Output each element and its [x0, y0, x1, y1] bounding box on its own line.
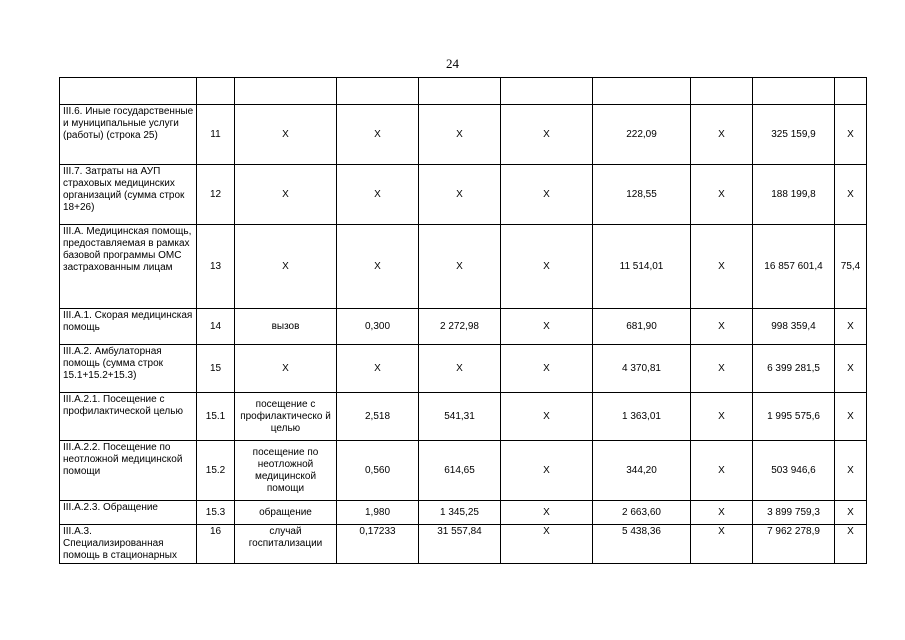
header-cell — [593, 78, 691, 105]
norm-cell: X — [337, 165, 419, 225]
value-cell: 2 663,60 — [593, 501, 691, 525]
cost-cell: 541,31 — [419, 393, 501, 441]
header-cell — [419, 78, 501, 105]
value-cell: 75,4 — [835, 225, 867, 309]
norm-cell: X — [337, 225, 419, 309]
table-row — [60, 309, 867, 345]
table-row — [60, 393, 867, 441]
value-cell: 3 899 759,3 — [753, 501, 835, 525]
line-number-cell: 16 — [197, 525, 235, 564]
cost-cell: X — [419, 345, 501, 393]
value-cell: 1 363,01 — [593, 393, 691, 441]
value-cell: X — [501, 225, 593, 309]
value-cell: X — [691, 309, 753, 345]
value-cell: 128,55 — [593, 165, 691, 225]
line-number-cell: 15.1 — [197, 393, 235, 441]
value-cell: X — [691, 441, 753, 501]
value-cell: X — [835, 165, 867, 225]
cost-cell: X — [419, 225, 501, 309]
norm-cell: 1,980 — [337, 501, 419, 525]
norm-cell: 0,560 — [337, 441, 419, 501]
value-cell: X — [691, 165, 753, 225]
row-name-cell: III.А.2.1. Посещение с профилактической целью — [60, 393, 197, 441]
value-cell: X — [501, 441, 593, 501]
cost-cell: 2 272,98 — [419, 309, 501, 345]
norm-cell: 2,518 — [337, 393, 419, 441]
row-name-cell: III.6. Иные государственные и муниципальные услуги (работы) (строка 25) — [60, 105, 197, 165]
cost-table — [59, 77, 867, 564]
value-cell: 11 514,01 — [593, 225, 691, 309]
header-cell — [501, 78, 593, 105]
value-cell: X — [835, 393, 867, 441]
value-cell: X — [835, 525, 867, 564]
row-name-cell: III.А.2.2. Посещение по неотложной медицинской помощи — [60, 441, 197, 501]
value-cell: X — [501, 165, 593, 225]
cost-cell: 614,65 — [419, 441, 501, 501]
value-cell: 16 857 601,4 — [753, 225, 835, 309]
cost-cell: X — [419, 105, 501, 165]
line-number-cell: 15 — [197, 345, 235, 393]
cost-cell: 1 345,25 — [419, 501, 501, 525]
header-cell — [337, 78, 419, 105]
table-row — [60, 165, 867, 225]
unit-cell: случай госпитализации — [235, 525, 337, 564]
value-cell: 7 962 278,9 — [753, 525, 835, 564]
value-cell: X — [835, 105, 867, 165]
unit-cell: посещение по неотложной медицинской помощи — [235, 441, 337, 501]
value-cell: 503 946,6 — [753, 441, 835, 501]
line-number-cell: 15.2 — [197, 441, 235, 501]
header-cell — [835, 78, 867, 105]
header-cell — [753, 78, 835, 105]
value-cell: X — [501, 309, 593, 345]
value-cell: 344,20 — [593, 441, 691, 501]
line-number-cell: 13 — [197, 225, 235, 309]
value-cell: X — [501, 345, 593, 393]
page-number: 24 — [446, 56, 459, 71]
header-cell — [197, 78, 235, 105]
table-row — [60, 345, 867, 393]
header-cell — [60, 78, 197, 105]
value-cell: 681,90 — [593, 309, 691, 345]
unit-cell: X — [235, 105, 337, 165]
row-name-cell: III.А.2. Амбулаторная помощь (сумма строк 15.1+15.2+15.3) — [60, 345, 197, 393]
value-cell: X — [501, 501, 593, 525]
value-cell: X — [691, 393, 753, 441]
row-name-cell: III.А.2.3. Обращение — [60, 501, 197, 525]
unit-cell: посещение с профилактическо й целью — [235, 393, 337, 441]
table-row — [60, 441, 867, 501]
value-cell: X — [691, 501, 753, 525]
line-number-cell: 11 — [197, 105, 235, 165]
row-name-cell: III.А.3. Специализированная помощь в стационарных — [60, 525, 197, 564]
value-cell: 4 370,81 — [593, 345, 691, 393]
value-cell: X — [835, 441, 867, 501]
value-cell: X — [501, 105, 593, 165]
line-number-cell: 15.3 — [197, 501, 235, 525]
value-cell: X — [835, 345, 867, 393]
cost-cell: X — [419, 165, 501, 225]
value-cell: X — [835, 309, 867, 345]
row-name-cell: III.А.1. Скорая медицинская помощь — [60, 309, 197, 345]
value-cell: 188 199,8 — [753, 165, 835, 225]
value-cell: 222,09 — [593, 105, 691, 165]
row-name-cell: III.А. Медицинская помощь, предоставляемая в рамках базовой программы ОМС застрахованным лицам — [60, 225, 197, 309]
value-cell: 5 438,36 — [593, 525, 691, 564]
unit-cell: X — [235, 345, 337, 393]
value-cell: X — [691, 525, 753, 564]
norm-cell: 0,300 — [337, 309, 419, 345]
table-row — [60, 105, 867, 165]
value-cell: X — [501, 525, 593, 564]
table-row — [60, 525, 867, 564]
norm-cell: 0,17233 — [337, 525, 419, 564]
norm-cell: X — [337, 345, 419, 393]
value-cell: X — [691, 105, 753, 165]
value-cell: 998 359,4 — [753, 309, 835, 345]
value-cell: 1 995 575,6 — [753, 393, 835, 441]
line-number-cell: 14 — [197, 309, 235, 345]
unit-cell: X — [235, 225, 337, 309]
cost-cell: 31 557,84 — [419, 525, 501, 564]
value-cell: 325 159,9 — [753, 105, 835, 165]
line-number-cell: 12 — [197, 165, 235, 225]
value-cell: X — [691, 345, 753, 393]
row-name-cell: III.7. Затраты на АУП страховых медицинских организаций (сумма строк 18+26) — [60, 165, 197, 225]
value-cell: X — [835, 501, 867, 525]
table-row — [60, 225, 867, 309]
unit-cell: вызов — [235, 309, 337, 345]
value-cell: X — [501, 393, 593, 441]
norm-cell: X — [337, 105, 419, 165]
value-cell: 6 399 281,5 — [753, 345, 835, 393]
header-cell — [235, 78, 337, 105]
table-row — [60, 501, 867, 525]
unit-cell: X — [235, 165, 337, 225]
unit-cell: обращение — [235, 501, 337, 525]
header-cell — [691, 78, 753, 105]
table-header-row — [60, 78, 867, 105]
value-cell: X — [691, 225, 753, 309]
